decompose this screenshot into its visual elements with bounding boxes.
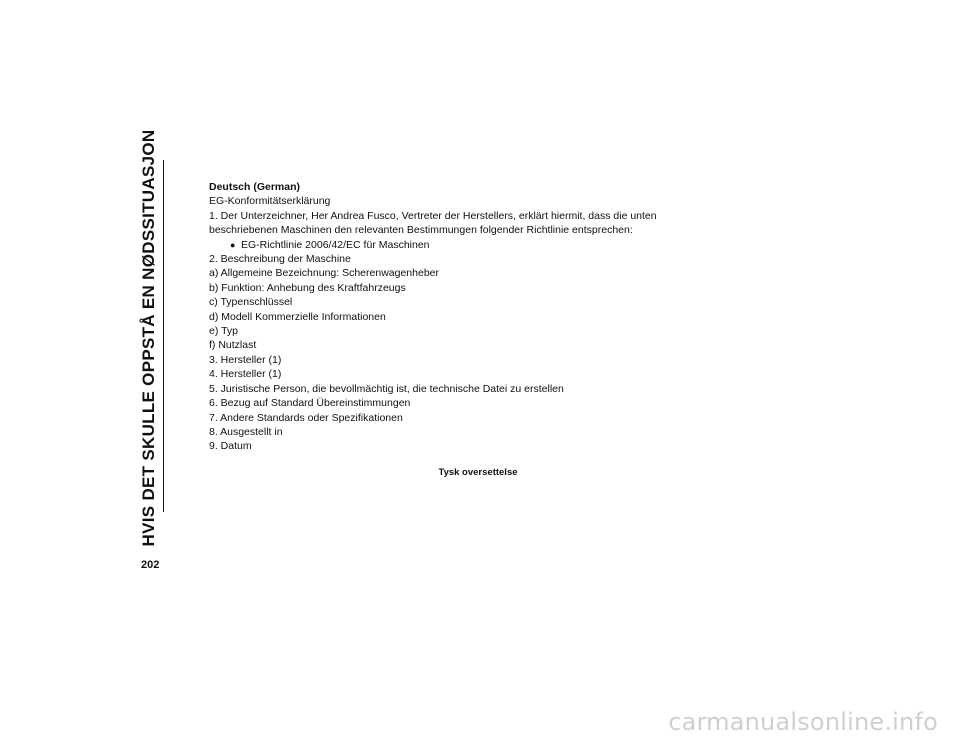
list-item: 9. Datum: [209, 440, 252, 453]
list-item: f) Nutzlast: [209, 339, 257, 352]
list-item: d) Modell Kommerzielle Informationen: [209, 310, 386, 323]
list-item: 3. Hersteller (1): [209, 353, 282, 366]
text-line: 1. Der Unterzeichner, Her Andrea Fusco, Vertreter der Herstellers, erklärt hiermit, dass die unten: [209, 209, 657, 222]
figure-caption: Tysk oversettelse: [438, 467, 518, 478]
page-number: 202: [141, 559, 160, 571]
language-heading: Deutsch (German): [209, 181, 301, 193]
list-item: 4. Hersteller (1): [209, 368, 282, 381]
section-side-title: HVIS DET SKULLE OPPSTÅ EN NØDSSITUASJON: [139, 129, 158, 547]
bullet-text: EG-Richtlinie 2006/42/EC für Maschinen: [241, 238, 430, 251]
list-item: 2. Beschreibung der Maschine: [209, 253, 351, 266]
text-line: beschriebenen Maschinen den relevanten Bestimmungen folgender Richtlinie entsprechen:: [209, 224, 633, 237]
list-item: b) Funktion: Anhebung des Kraftfahrzeugs: [209, 281, 406, 294]
side-title-container: [137, 129, 161, 547]
list-item: a) Allgemeine Bezeichnung: Scherenwagenheber: [209, 267, 439, 280]
side-divider: [163, 160, 164, 512]
list-item: c) Typenschlüssel: [209, 296, 293, 309]
bullet-icon: ●: [230, 239, 236, 250]
list-item: 7. Andere Standards oder Spezifikationen: [209, 411, 403, 424]
list-item: 6. Bezug auf Standard Übereinstimmungen: [209, 397, 411, 410]
bullet-item: [209, 238, 689, 252]
watermark: carmanualsonline.info: [668, 708, 938, 736]
list-item: e) Typ: [209, 325, 238, 338]
list-item: 8. Ausgestellt in: [209, 425, 283, 438]
text-line: EG-Konformitätserklärung: [209, 195, 331, 208]
list-item: 5. Juristische Person, die bevollmächtig ist, die technische Datei zu erstellen: [209, 382, 564, 395]
declaration-text: [209, 180, 689, 454]
